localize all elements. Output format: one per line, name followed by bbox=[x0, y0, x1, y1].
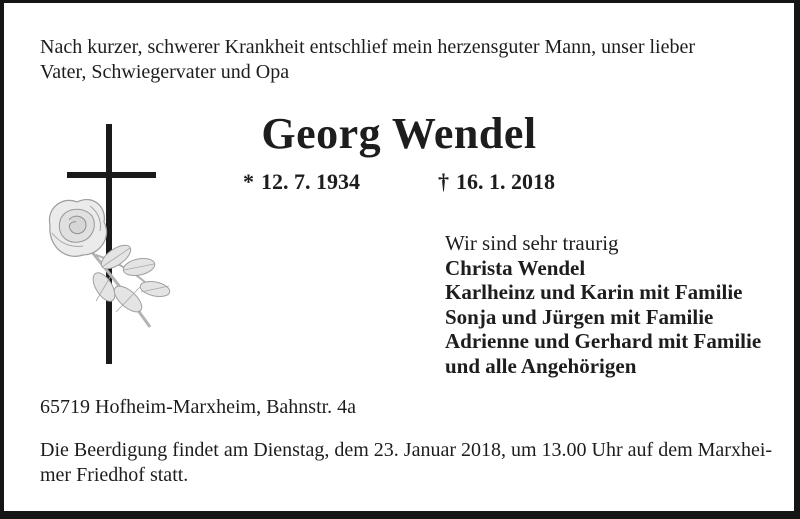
intro-line: Nach kurzer, schwerer Krankheit entschlief mein herzensguter Mann, unser lieber bbox=[40, 36, 696, 58]
funeral-info bbox=[40, 438, 772, 488]
mourning-block bbox=[445, 231, 761, 378]
mourner-name: Christa Wendel bbox=[445, 255, 586, 280]
life-dates bbox=[4, 168, 794, 195]
death-date bbox=[438, 168, 555, 195]
address-line: 65719 Hofheim-Marxheim, Bahnstr. 4a bbox=[40, 396, 357, 418]
mourning-intro: Wir sind sehr traurig bbox=[445, 231, 619, 255]
died-dagger-icon: † bbox=[438, 169, 449, 194]
death-date-value: 16. 1. 2018 bbox=[456, 169, 555, 194]
rose-icon bbox=[38, 193, 188, 333]
birth-date bbox=[243, 168, 360, 195]
mourner-name: Karlheinz und Karin mit Familie bbox=[445, 280, 743, 304]
mourner-name: Sonja und Jürgen mit Familie bbox=[445, 304, 714, 329]
born-asterisk-icon: * bbox=[243, 169, 254, 194]
birth-date-value: 12. 7. 1934 bbox=[261, 169, 360, 194]
mourner-name: und alle Angehörigen bbox=[445, 353, 637, 378]
intro-line: Vater, Schwiegervater und Opa bbox=[40, 61, 290, 83]
intro-text bbox=[40, 35, 695, 85]
funeral-info-line: mer Friedhof statt. bbox=[40, 464, 189, 486]
mourner-name: Adrienne und Gerhard mit Familie bbox=[445, 329, 762, 353]
deceased-name: Georg Wendel bbox=[261, 109, 537, 158]
funeral-info-line: Die Beerdigung findet am Dienstag, dem 23. Januar 2018, um 13.00 Uhr auf dem Marxhei- bbox=[40, 439, 773, 461]
